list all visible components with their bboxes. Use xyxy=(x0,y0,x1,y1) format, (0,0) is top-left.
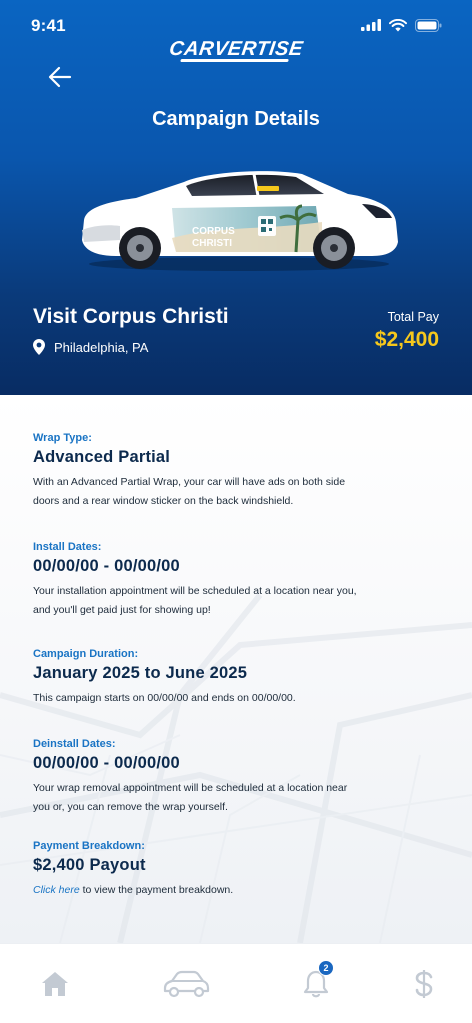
total-pay-label: Total Pay xyxy=(387,310,439,324)
status-time: 9:41 xyxy=(31,16,66,35)
back-button[interactable] xyxy=(44,61,76,93)
wrap-type-desc xyxy=(33,473,433,511)
install-dates-desc xyxy=(33,582,433,620)
wrap-type-desc-line1: With an Advanced Partial Wrap, your car will have ads on both side xyxy=(33,476,346,488)
car-illustration xyxy=(76,160,402,275)
signal-icon xyxy=(361,19,381,31)
battery-icon xyxy=(415,19,442,32)
deinstall-dates-label: Deinstall Dates: xyxy=(33,738,116,750)
duration-desc xyxy=(33,689,433,708)
page-title: Campaign Details xyxy=(152,108,320,130)
notification-badge: 2 xyxy=(318,960,334,976)
wrap-type-title: Advanced Partial xyxy=(33,448,171,466)
campaign-location xyxy=(33,339,148,355)
total-pay-value: $2,400 xyxy=(374,328,439,351)
deinstall-desc-line2: you or, you can remove the wrap yourself. xyxy=(33,801,228,813)
tab-campaigns[interactable] xyxy=(160,966,212,1002)
wrap-text-line2: CHRISTI xyxy=(192,238,232,249)
tab-notifications[interactable] xyxy=(302,963,330,1002)
duration-label: Campaign Duration: xyxy=(33,648,139,660)
hero-header xyxy=(0,0,472,395)
payment-desc-rest: to view the payment breakdown. xyxy=(79,884,234,896)
install-dates-title: 00/00/00 - 00/00/00 xyxy=(33,557,180,575)
section-payment-breakdown xyxy=(33,840,433,900)
section-wrap-type xyxy=(33,432,433,511)
wrap-type-label: Wrap Type: xyxy=(33,432,92,444)
tab-earnings[interactable] xyxy=(412,966,436,1002)
wifi-icon xyxy=(389,19,407,32)
wrap-type-desc-line2: doors and a rear window sticker on the back windshield. xyxy=(33,495,294,507)
payment-desc xyxy=(33,881,433,900)
map-pin-icon xyxy=(33,339,45,355)
deinstall-dates-desc xyxy=(33,779,433,817)
payment-breakdown-link[interactable]: Click here xyxy=(33,884,80,896)
campaign-name: Visit Corpus Christi xyxy=(33,305,229,328)
brand-wordmark: CARVERTISE xyxy=(167,38,305,60)
section-install-dates xyxy=(33,541,433,620)
duration-desc-line1: This campaign starts on 00/00/00 and ends on 00/00/00. xyxy=(33,692,296,704)
section-deinstall-dates xyxy=(33,738,433,817)
home-icon xyxy=(41,971,69,997)
location-text: Philadelphia, PA xyxy=(54,339,149,355)
dollar-icon xyxy=(414,968,434,1000)
deinstall-dates-title: 00/00/00 - 00/00/00 xyxy=(33,754,180,772)
car-icon xyxy=(162,970,210,998)
install-desc-line1: Your installation appointment will be scheduled at a location near you, xyxy=(33,585,357,597)
payment-label: Payment Breakdown: xyxy=(33,840,145,852)
install-desc-line2: and you'll get paid just for showing up! xyxy=(33,604,211,616)
brand-logo xyxy=(0,38,472,62)
campaign-details-content[interactable] xyxy=(0,395,472,943)
payment-title: $2,400 Payout xyxy=(33,856,146,874)
bottom-tab-bar xyxy=(0,943,472,1023)
deinstall-desc-line1: Your wrap removal appointment will be scheduled at a location near xyxy=(33,782,348,794)
duration-title: January 2025 to June 2025 xyxy=(33,664,248,682)
wrap-text-line1: CORPUS xyxy=(192,226,235,237)
tab-home[interactable] xyxy=(38,966,72,1002)
install-dates-label: Install Dates: xyxy=(33,541,102,553)
status-icons xyxy=(361,16,442,34)
section-campaign-duration xyxy=(33,648,433,708)
arrow-left-icon xyxy=(48,66,72,88)
car-image xyxy=(76,160,402,275)
